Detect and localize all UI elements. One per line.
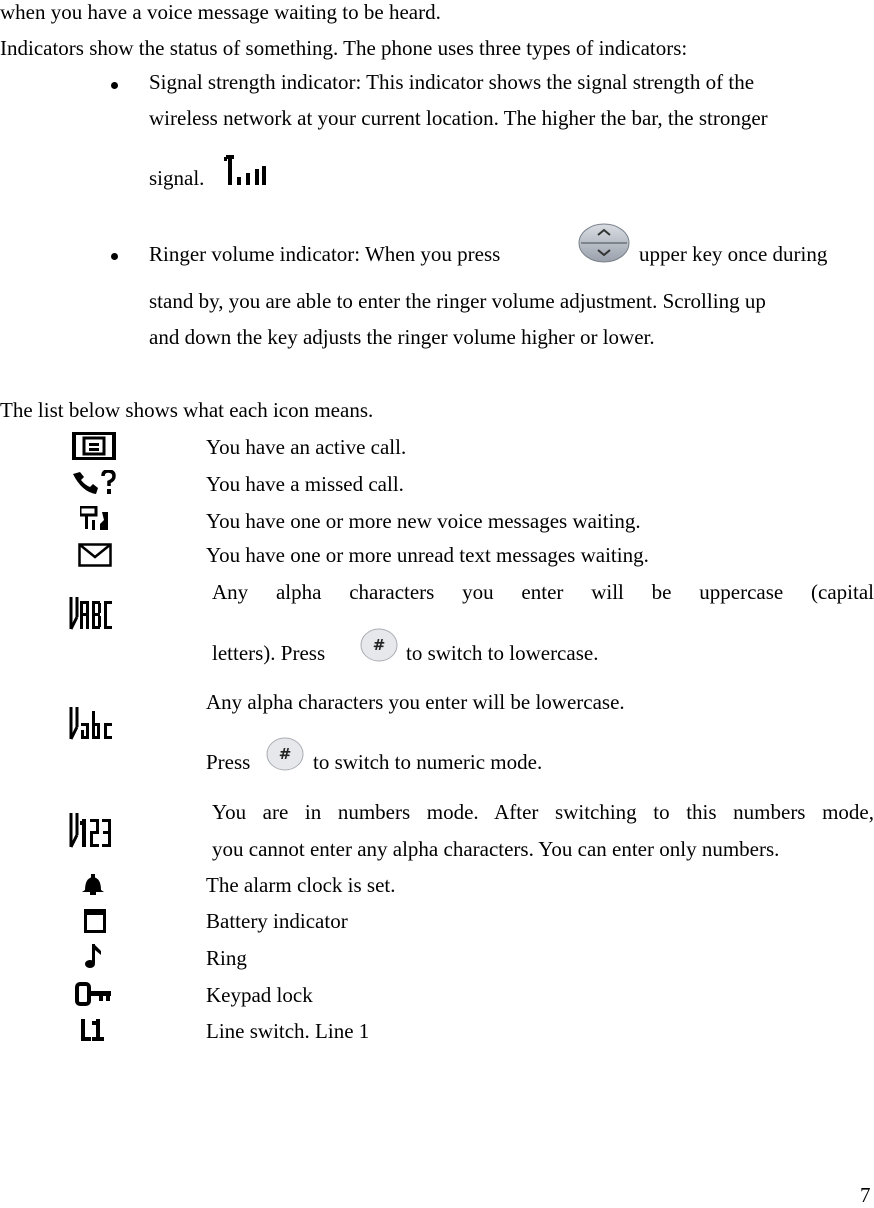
signal-line-3: signal. [149, 166, 205, 190]
active-call-icon [72, 432, 116, 460]
ringer-line-2: stand by, you are able to enter the ringer volume adjustment. Scrolling up [149, 289, 766, 313]
numeric-line-2: you cannot enter any alpha characters. You can enter only numbers. [212, 837, 780, 861]
signal-line-1: Signal strength indicator: This indicator shows the signal strength of the [149, 70, 755, 94]
signal-line-2: wireless network at your current location. The higher the bar, the stronger [149, 106, 768, 130]
ringer-line-1b: upper key once during [639, 242, 828, 266]
svg-text:#: # [278, 745, 292, 763]
signal-strength-icon [222, 155, 268, 187]
uppercase-line-1: Any alpha characters you enter will be uppercase (capital [212, 580, 874, 604]
ring-text: Ring [206, 946, 247, 970]
list-intro: The list below shows what each icon means. [0, 398, 374, 422]
active-call-text: You have an active call. [206, 435, 407, 459]
intro-line-2: Indicators show the status of something. The phone uses three types of indicators: [0, 36, 688, 60]
line-one-icon [80, 1018, 106, 1042]
hash-key-icon [266, 737, 304, 771]
hash-key-icon [360, 628, 398, 662]
numeric-line-1: You are in numbers mode. After switching to this numbers mode, [212, 800, 874, 824]
bullet-dot [111, 82, 118, 89]
uppercase-line-2b: to switch to lowercase. [406, 641, 599, 665]
key-lock-icon [75, 982, 113, 1006]
voice-message-text: You have one or more new voice messages waiting. [206, 509, 641, 533]
alarm-bell-icon [80, 874, 106, 896]
lowercase-line-2a: Press [206, 750, 251, 774]
keypad-text: Keypad lock [206, 983, 313, 1007]
nav-up-down-key-icon [578, 223, 630, 263]
lowercase-line-2b: to switch to numeric mode. [313, 750, 543, 774]
battery-icon [84, 909, 106, 933]
intro-line-1: when you have a voice message waiting to be heard. [0, 0, 441, 24]
music-note-icon [84, 943, 104, 969]
envelope-icon [78, 543, 112, 567]
bullet-dot [111, 253, 118, 260]
svg-text:#: # [372, 636, 386, 654]
text-message-text: You have one or more unread text messages waiting. [206, 543, 649, 567]
battery-text: Battery indicator [206, 909, 348, 933]
ringer-line-1a: Ringer volume indicator: When you press [149, 242, 501, 266]
lowercase-abc-icon [69, 703, 113, 741]
alarm-text: The alarm clock is set. [206, 873, 396, 897]
page-number: 7 [860, 1183, 871, 1207]
missed-call-text: You have a missed call. [206, 472, 404, 496]
line-switch-text: Line switch. Line 1 [206, 1019, 370, 1043]
uppercase-abc-icon [69, 591, 113, 631]
voice-message-icon [80, 506, 110, 532]
uppercase-line-2a: letters). Press [212, 641, 326, 665]
numeric-123-icon [69, 809, 113, 851]
missed-call-icon [72, 470, 116, 496]
lowercase-line-1: Any alpha characters you enter will be lowercase. [206, 690, 625, 714]
ringer-line-3: and down the key adjusts the ringer volume higher or lower. [149, 325, 655, 349]
